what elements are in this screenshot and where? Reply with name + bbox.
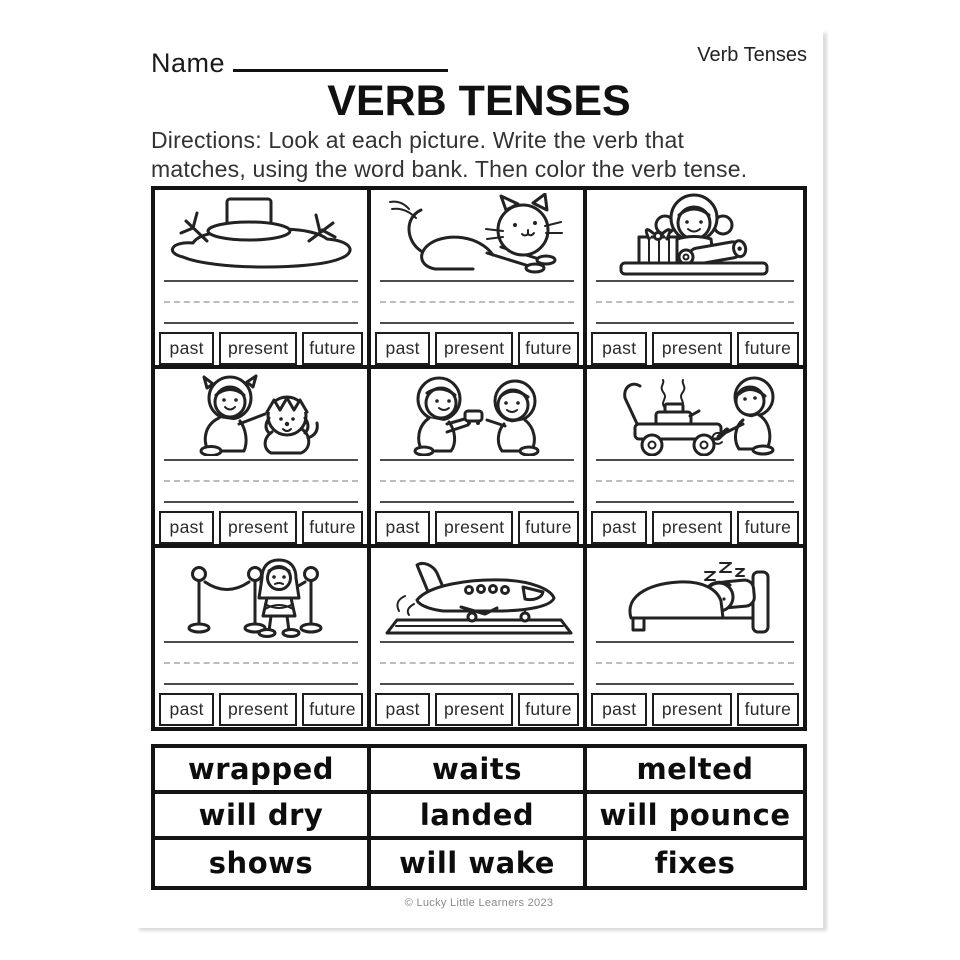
tense-option-past[interactable]: past xyxy=(591,332,647,365)
tense-option-present[interactable]: present xyxy=(219,693,297,726)
tense-option-future[interactable]: future xyxy=(518,332,579,365)
answer-lines[interactable] xyxy=(164,459,358,503)
tense-option-present[interactable]: present xyxy=(652,693,731,726)
tense-option-past[interactable]: past xyxy=(159,511,214,544)
tense-choice-row xyxy=(375,693,579,726)
tense-option-present[interactable]: present xyxy=(435,693,513,726)
word-bank-item: will pounce xyxy=(587,794,803,840)
tense-option-future[interactable]: future xyxy=(518,511,579,544)
girl-drying-dog-illustration xyxy=(155,369,367,456)
answer-lines[interactable] xyxy=(380,459,574,503)
word-bank xyxy=(151,744,807,890)
tense-option-future[interactable]: future xyxy=(302,511,363,544)
exercise-cell-4 xyxy=(155,369,371,548)
exercise-cell-8 xyxy=(371,548,587,727)
directions-text xyxy=(151,126,807,186)
answer-lines[interactable] xyxy=(380,280,574,324)
melted-snowman-illustration xyxy=(155,190,367,277)
child-sleeping-illustration xyxy=(587,548,803,638)
word-bank-item: will dry xyxy=(155,794,371,840)
word-bank-item: waits xyxy=(371,748,587,794)
pouncing-cat-illustration xyxy=(371,190,583,277)
tense-choice-row xyxy=(591,693,799,726)
tense-option-future[interactable]: future xyxy=(302,693,363,726)
tense-option-past[interactable]: past xyxy=(375,693,430,726)
exercise-cell-6 xyxy=(587,369,803,548)
tense-option-past[interactable]: past xyxy=(375,332,430,365)
answer-lines[interactable] xyxy=(596,280,794,324)
page-title: VERB TENSES xyxy=(327,77,631,125)
tense-choice-row xyxy=(375,511,579,544)
name-row xyxy=(151,48,448,79)
tense-option-past[interactable]: past xyxy=(159,693,214,726)
girl-wrapping-present-illustration xyxy=(587,190,803,277)
exercise-grid xyxy=(151,186,807,731)
tense-option-past[interactable]: past xyxy=(591,693,647,726)
exercise-cell-2 xyxy=(371,190,587,369)
tense-choice-row xyxy=(591,332,799,365)
tense-choice-row xyxy=(159,332,363,365)
boy-showing-toy-illustration xyxy=(371,369,583,456)
answer-lines[interactable] xyxy=(596,641,794,685)
word-bank-item: wrapped xyxy=(155,748,371,794)
tense-option-present[interactable]: present xyxy=(652,332,731,365)
copyright-text: © Lucky Little Learners 2023 xyxy=(404,897,554,909)
directions-line-1: Directions: Look at each picture. Write the verb that xyxy=(151,127,685,153)
tense-option-present[interactable]: present xyxy=(219,332,297,365)
tense-option-future[interactable]: future xyxy=(737,332,799,365)
exercise-cell-3 xyxy=(587,190,803,369)
corner-title: Verb Tenses xyxy=(697,44,807,66)
tense-option-past[interactable]: past xyxy=(375,511,430,544)
tense-choice-row xyxy=(591,511,799,544)
page-header xyxy=(151,42,807,78)
tense-choice-row xyxy=(159,693,363,726)
exercise-cell-9 xyxy=(587,548,803,727)
name-input-line[interactable] xyxy=(233,50,448,72)
exercise-cell-7 xyxy=(155,548,371,727)
exercise-cell-1 xyxy=(155,190,371,369)
word-bank-item: melted xyxy=(587,748,803,794)
tense-option-present[interactable]: present xyxy=(435,511,513,544)
worksheet-page xyxy=(135,30,823,928)
exercise-cell-5 xyxy=(371,369,587,548)
answer-lines[interactable] xyxy=(380,641,574,685)
directions-line-2: matches, using the word bank. Then color the verb tense. xyxy=(151,156,748,183)
tense-option-present[interactable]: present xyxy=(652,511,731,544)
tense-option-past[interactable]: past xyxy=(591,511,647,544)
airplane-landed-illustration xyxy=(371,548,583,638)
tense-choice-row xyxy=(375,332,579,365)
boy-fixing-mower-illustration xyxy=(587,369,803,456)
word-bank-item: landed xyxy=(371,794,587,840)
answer-lines[interactable] xyxy=(164,641,358,685)
tense-option-future[interactable]: future xyxy=(302,332,363,365)
tense-option-future[interactable]: future xyxy=(518,693,579,726)
tense-option-present[interactable]: present xyxy=(435,332,513,365)
tense-option-future[interactable]: future xyxy=(737,511,799,544)
answer-lines[interactable] xyxy=(596,459,794,503)
word-bank-item: shows xyxy=(155,840,371,886)
tense-option-present[interactable]: present xyxy=(219,511,297,544)
tense-choice-row xyxy=(159,511,363,544)
tense-option-past[interactable]: past xyxy=(159,332,214,365)
answer-lines[interactable] xyxy=(164,280,358,324)
name-label: Name xyxy=(151,48,226,78)
girl-waiting-in-line-illustration xyxy=(155,548,367,638)
word-bank-item: will wake xyxy=(371,840,587,886)
tense-option-future[interactable]: future xyxy=(737,693,799,726)
word-bank-item: fixes xyxy=(654,846,736,880)
